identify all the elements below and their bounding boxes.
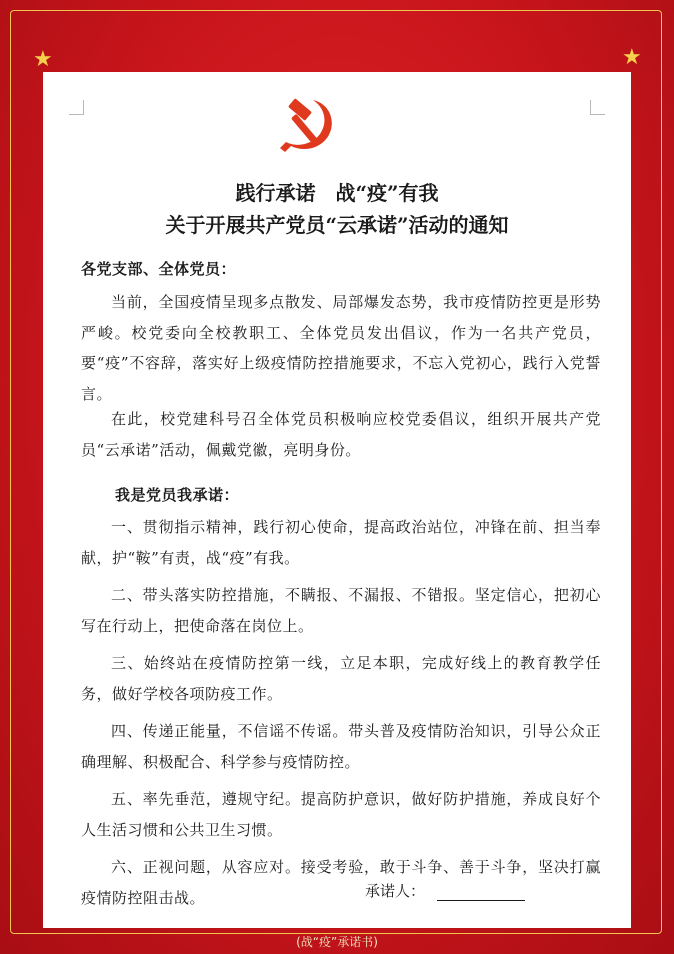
pledge-list xyxy=(81,512,601,920)
star-icon: ★ xyxy=(622,45,642,70)
notice-subtitle: 关于开展共产党员“云承诺”活动的通知 xyxy=(165,213,509,237)
paragraph: 当前，全国疫情呈现多点散发、局部爆发态势，我市疫情防控更是形势严峻。校党委向全校教职工、全体党员发出倡议，作为一名共产党员，要“疫”不容辞，落实好上级疫情防控措施要求，不忘入党初心，践行入党誓言。 xyxy=(81,293,601,403)
pledge-item: 三、始终站在疫情防控第一线，立足本职，完成好线上的教育教学任务，做好学校各项防疫工作。 xyxy=(81,654,601,703)
notice-document xyxy=(43,72,631,928)
corner-mark xyxy=(69,100,84,115)
pledge-item: 二、带头落实防控措施，不瞒报、不漏报、不错报。坚定信心，把初心写在行动上，把使命落在岗位上。 xyxy=(81,586,601,635)
pledge-heading: 我是党员我承诺： xyxy=(115,486,240,504)
corner-mark xyxy=(590,100,605,115)
pledge-item: 四、传递正能量，不信谣不传谣。带头普及疫情防治知识，引导公众正确理解、积极配合、科学参与疫情防控。 xyxy=(81,722,601,771)
signature-line xyxy=(437,882,525,901)
signature-label: 承诺人： xyxy=(365,882,426,900)
star-icon: ★ xyxy=(33,47,53,72)
notice-title: 践行承诺 战“疫”有我 xyxy=(235,181,439,205)
pledge-item: 六、正视问题，从容应对。接受考验，敢于斗争、善于斗争，坚决打赢疫情防控阻击战。 xyxy=(81,858,601,907)
paragraph: 在此，校党建科号召全体党员积极响应校党委倡议，组织开展共产党员“云承诺”活动，佩戴党徽，亮明身份。 xyxy=(81,410,601,459)
signature-area xyxy=(365,880,525,901)
pledge-item: 五、率先垂范，遵规守纪。提高防护意识，做好防护措施，养成良好个人生活习惯和公共卫生习惯。 xyxy=(81,790,601,839)
image-caption: (战“疫”承诺书) xyxy=(296,935,378,949)
pledge-item: 一、贯彻指示精神，践行初心使命，提高政治站位，冲锋在前、担当奉献，护“鞍”有责，战“疫”有我。 xyxy=(81,518,601,567)
hammer-and-sickle-emblem-icon xyxy=(275,94,341,160)
salutation: 各党支部、全体党员： xyxy=(81,260,237,278)
